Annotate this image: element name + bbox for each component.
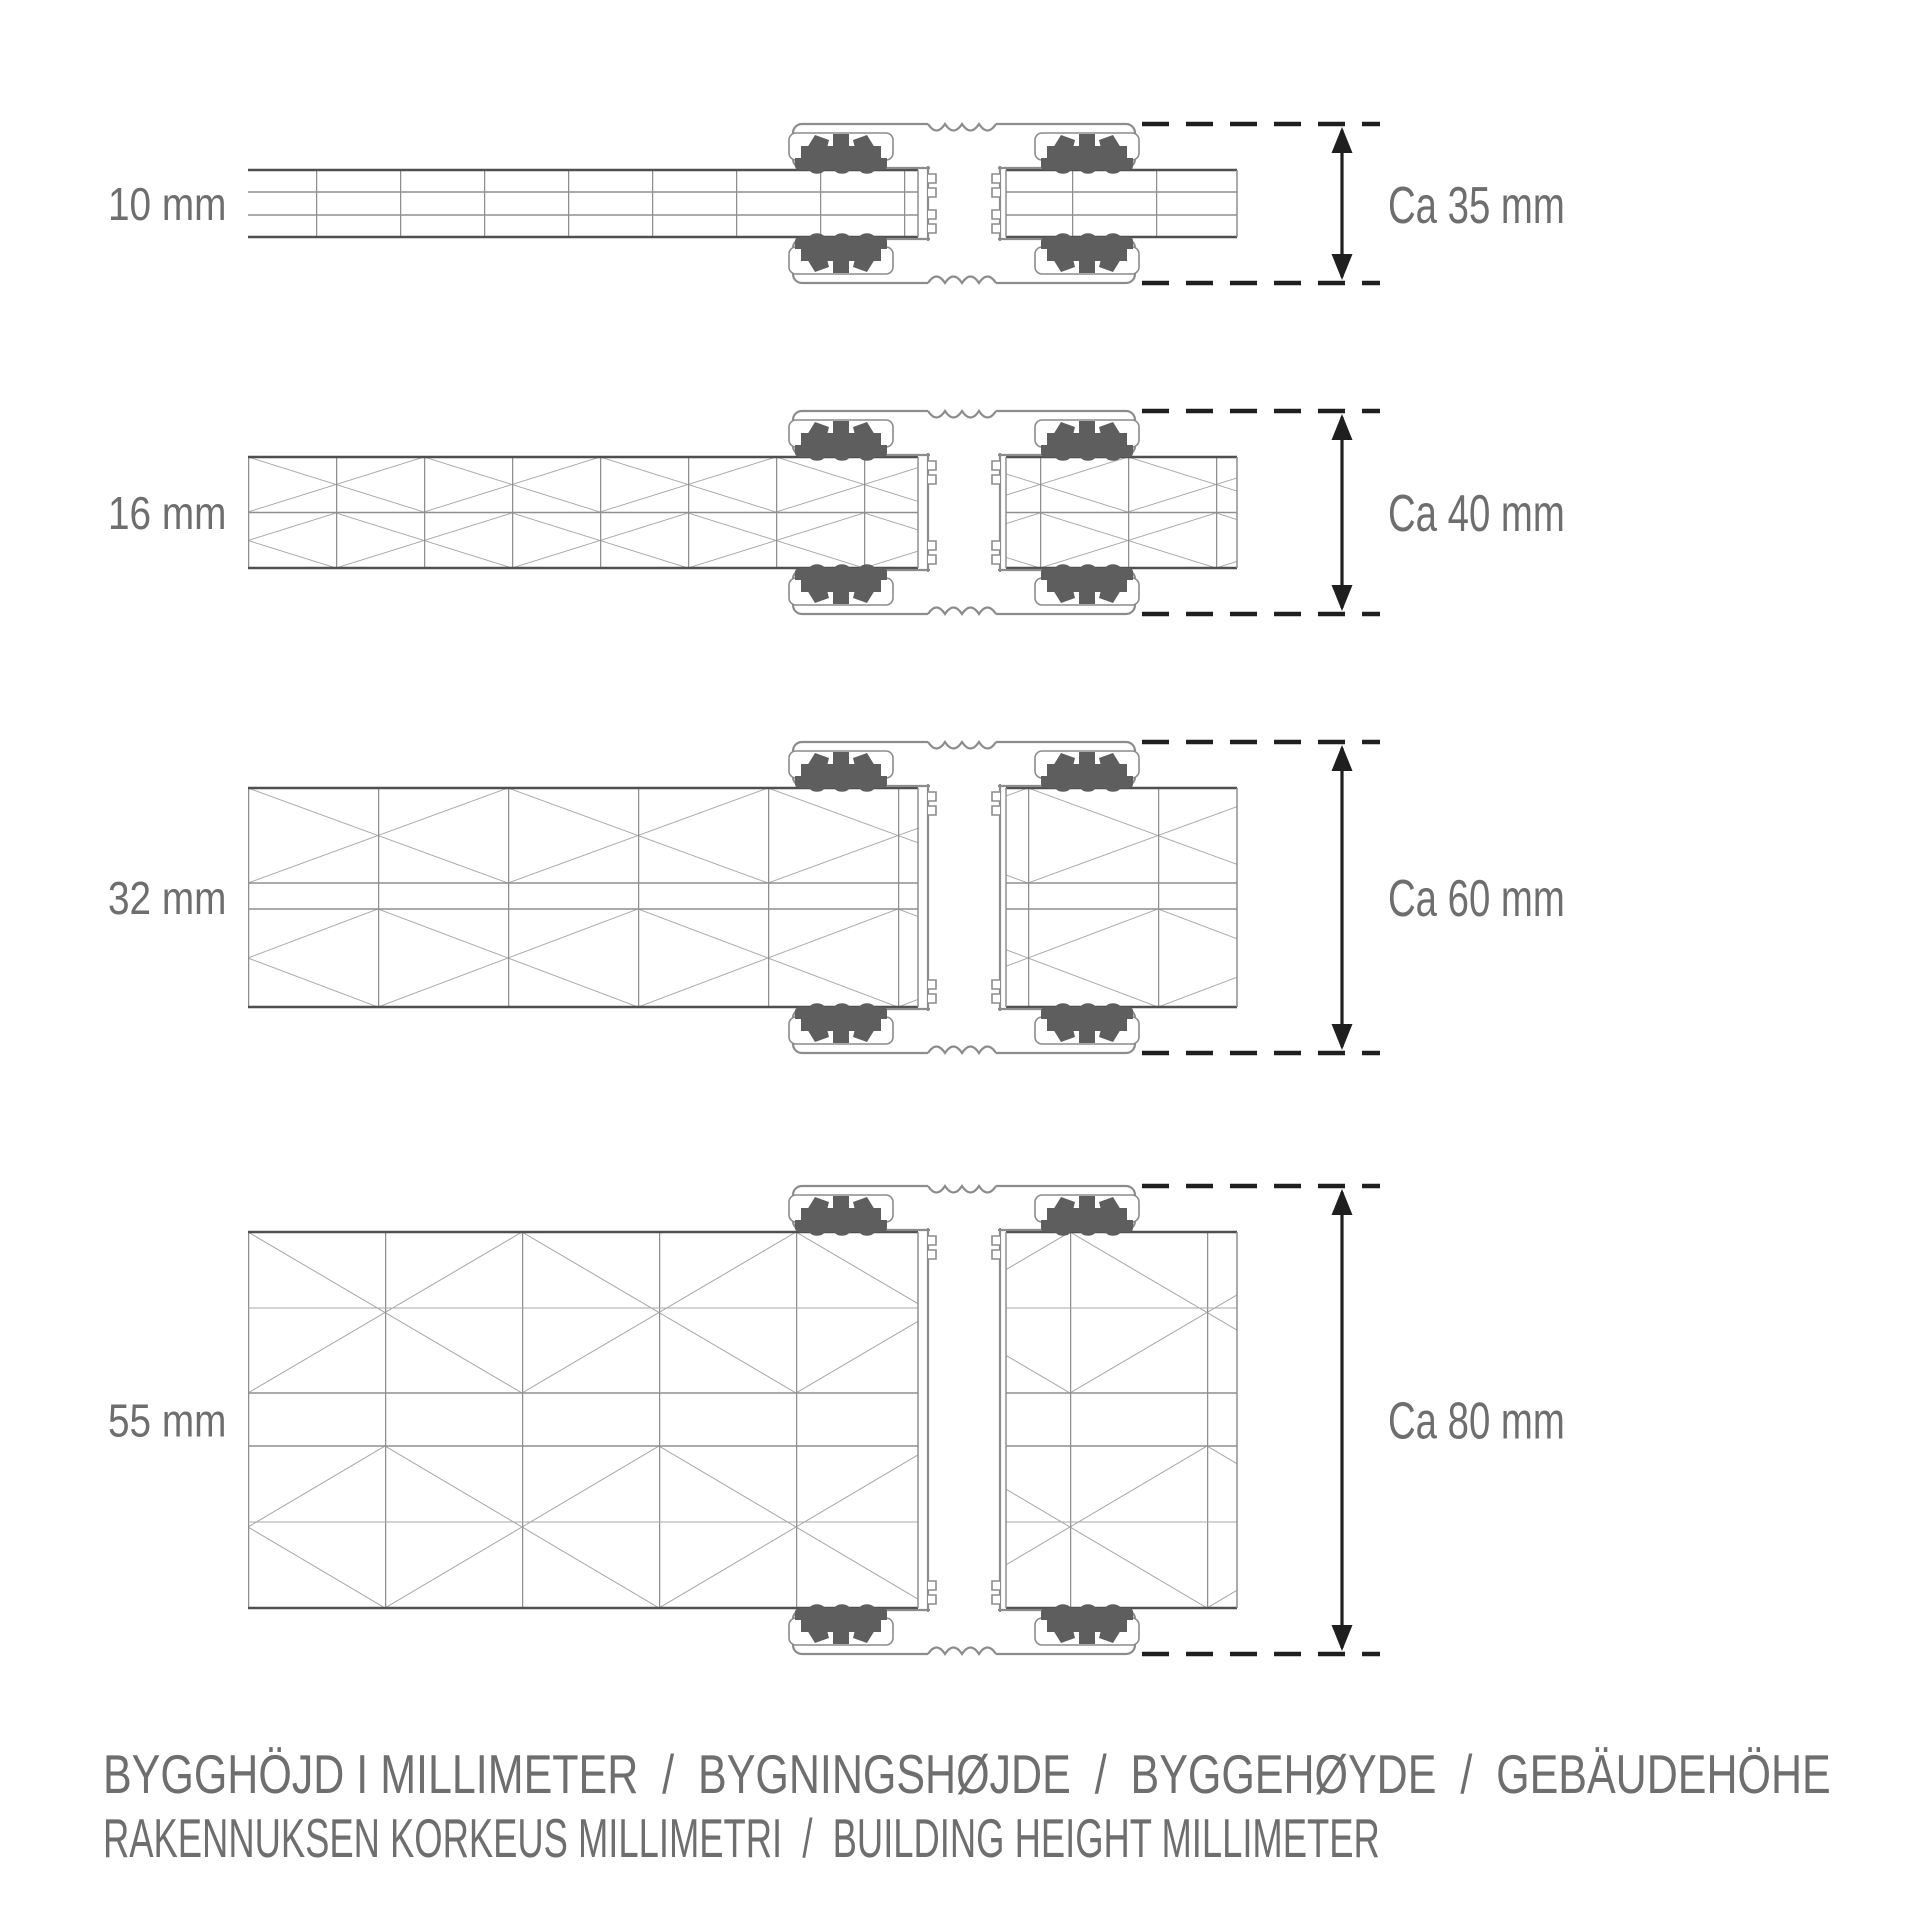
panel-pair xyxy=(248,788,1237,1007)
cap-body-junction xyxy=(930,1607,998,1612)
panel-ribs xyxy=(1006,1232,1237,1608)
arrow-head-down xyxy=(1332,1024,1353,1050)
row-10mm xyxy=(108,121,1565,286)
dimension-arrow xyxy=(1332,1189,1353,1651)
row-55mm xyxy=(108,1183,1565,1657)
panel-segment xyxy=(1006,170,1237,237)
profile-bottom-cap xyxy=(789,1604,1139,1657)
row-32mm xyxy=(108,739,1565,1056)
panel-pair xyxy=(248,170,1237,237)
footer-caption xyxy=(103,1743,1831,1869)
panel-segment xyxy=(248,788,918,1007)
arrow-head-up xyxy=(1332,127,1353,153)
panel-pair xyxy=(248,1232,1237,1608)
dimension-arrow xyxy=(1332,414,1353,611)
profile-top-cap xyxy=(789,1183,1139,1236)
cap-body-junction xyxy=(930,1228,998,1233)
arrow-head-up xyxy=(1332,745,1353,771)
cap-body-junction xyxy=(930,166,998,171)
profile-body-fill xyxy=(928,762,1000,1033)
build-height-label-10mm: Ca 35 mm xyxy=(1388,175,1565,235)
panel-segment xyxy=(1006,1232,1237,1608)
cap-body-junction xyxy=(930,567,998,572)
panel-ribs xyxy=(1006,788,1237,1007)
cap-body-junction xyxy=(930,1006,998,1011)
build-height-label-32mm: Ca 60 mm xyxy=(1388,868,1565,928)
panel-segment xyxy=(248,457,918,568)
panel-pair xyxy=(248,457,1237,568)
arrow-head-up xyxy=(1332,1189,1353,1215)
cap-body-junction xyxy=(930,453,998,458)
profile-body-fill xyxy=(928,1206,1000,1634)
thickness-label-16mm: 16 mm xyxy=(108,487,227,539)
panel-segment xyxy=(248,170,918,237)
panel-ribs xyxy=(248,788,918,1007)
profile-bottom-cap xyxy=(789,233,1139,286)
profile-top-cap xyxy=(789,739,1139,792)
cap-body-junction xyxy=(930,784,998,789)
dimension-arrow xyxy=(1332,745,1353,1050)
cap-body-junction xyxy=(930,236,998,241)
panel-ribs xyxy=(1006,170,1237,237)
thickness-label-32mm: 32 mm xyxy=(108,872,227,924)
dimension-arrow xyxy=(1332,127,1353,280)
row-16mm xyxy=(108,408,1565,617)
footer-caption-line-1: BYGGHÖJD I MILLIMETER / BYGNINGSHØJDE / BYGGEHØYDE / GEBÄUDEHÖHE xyxy=(103,1742,1831,1806)
profile-bottom-cap xyxy=(789,1003,1139,1056)
panel-segment xyxy=(1006,788,1237,1007)
arrow-head-down xyxy=(1332,1625,1353,1651)
profile-bottom-cap xyxy=(789,564,1139,617)
thickness-label-55mm: 55 mm xyxy=(108,1394,227,1447)
arrow-head-down xyxy=(1332,254,1353,280)
profile-top-cap xyxy=(789,408,1139,461)
build-height-label-16mm: Ca 40 mm xyxy=(1388,483,1565,543)
arrow-head-down xyxy=(1332,585,1353,611)
panel-ribs xyxy=(248,1232,918,1608)
build-height-label-55mm: Ca 80 mm xyxy=(1388,1391,1565,1450)
panel-segment xyxy=(248,1232,918,1608)
thickness-label-10mm: 10 mm xyxy=(108,178,227,230)
panel-ribs xyxy=(248,170,918,237)
profile-top-cap xyxy=(789,121,1139,174)
panel-segment xyxy=(1006,457,1237,568)
arrow-head-up xyxy=(1332,414,1353,440)
footer-caption-line-2: RAKENNUKSEN KORKEUS MILLIMETRI / BUILDING HEIGHT MILLIMETER xyxy=(103,1806,1380,1870)
